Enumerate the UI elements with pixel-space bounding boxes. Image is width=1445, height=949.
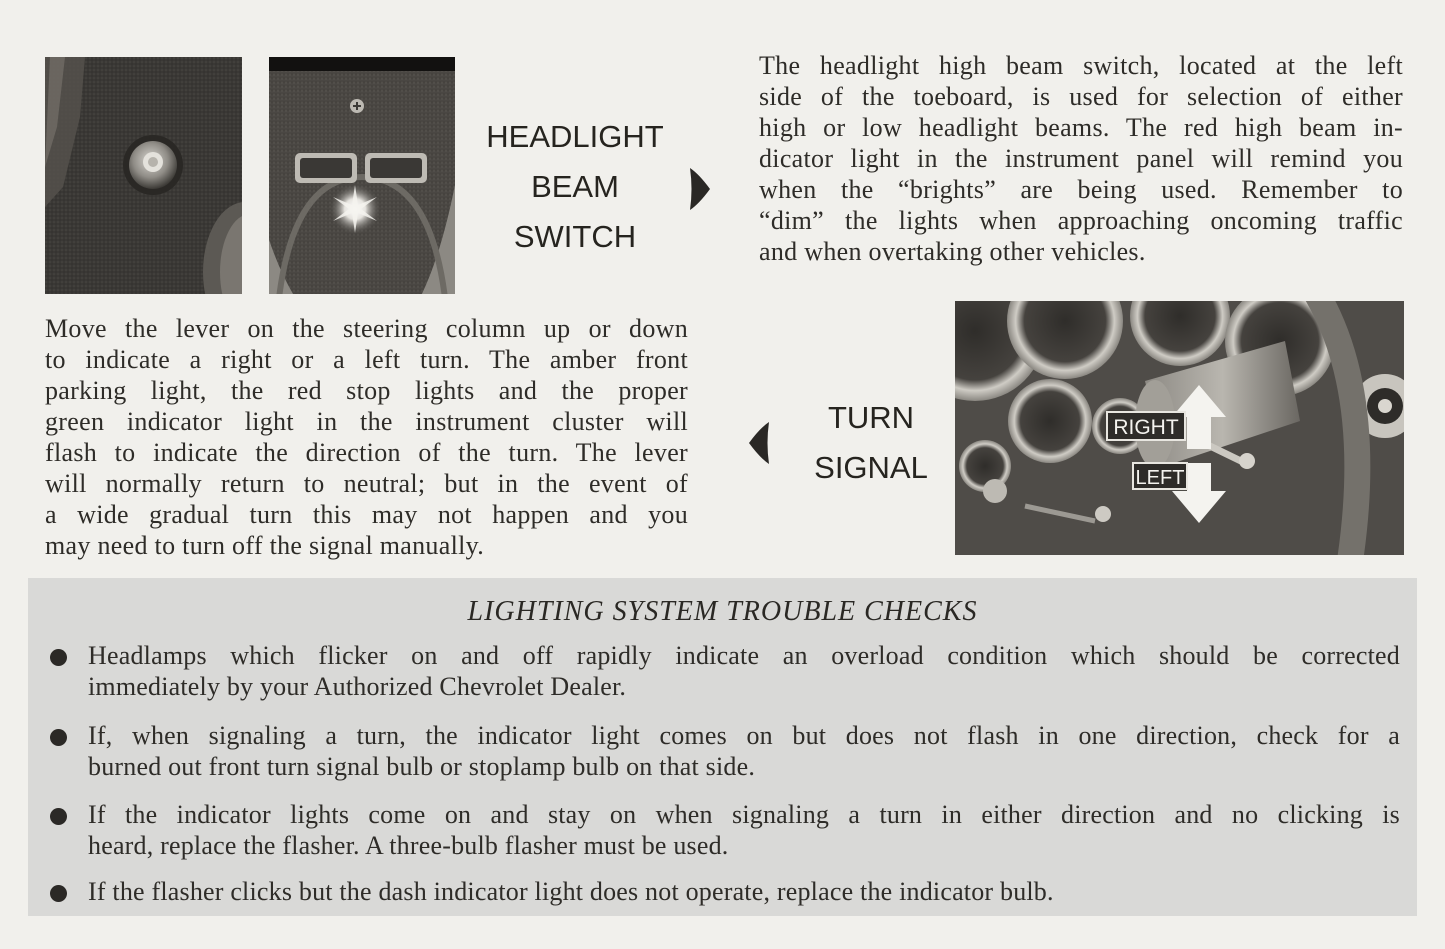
- paragraph-line: a wide gradual turn this may not happen and you: [45, 500, 688, 529]
- trouble-check-text: [88, 640, 1400, 702]
- heading-line: TURN: [827, 400, 915, 435]
- check-line: If the flasher clicks but the dash indicator light does not operate, replace the indicator bulb.: [88, 877, 1054, 906]
- heading-line: BEAM: [531, 169, 619, 204]
- paragraph-line: dicator light in the instrument panel will remind you: [759, 144, 1403, 173]
- headlight-beam-switch-heading: [470, 112, 680, 262]
- headlight-switch-photo: [45, 57, 242, 294]
- paragraph-line: Move the lever on the steering column up or down: [45, 314, 688, 343]
- paragraph-line: to indicate a right or a left turn. The amber front: [45, 345, 688, 374]
- trouble-check-text: [88, 876, 1400, 907]
- check-line: If the indicator lights come on and stay on when signaling a turn in either direction and no clicking is: [88, 800, 1400, 829]
- bullet-icon: [50, 649, 67, 666]
- turn-signal-lever-photo: [955, 301, 1404, 555]
- trouble-check-text: [88, 720, 1400, 782]
- check-line: If, when signaling a turn, the indicator light comes on but does not flash in one direction, check for a: [88, 721, 1400, 750]
- headlight-switch-illustration: [45, 57, 242, 294]
- headlight-beam-paragraph: [759, 50, 1403, 267]
- arrow-left-icon: [748, 420, 770, 466]
- paragraph-line: green indicator light in the instrument cluster will: [45, 407, 688, 436]
- check-line: burned out front turn signal bulb or stoplamp bulb on that side.: [88, 752, 756, 781]
- bullet-icon: [50, 729, 67, 746]
- heading-line: SWITCH: [513, 219, 637, 254]
- trouble-checks-title: LIGHTING SYSTEM TROUBLE CHECKS: [467, 596, 978, 627]
- right-label: RIGHT: [1113, 416, 1179, 439]
- trouble-checks-box: [28, 578, 1417, 916]
- high-beam-indicator-photo: [269, 57, 455, 294]
- paragraph-line: side of the toeboard, is used for selection of either: [759, 82, 1403, 111]
- left-label: LEFT: [1135, 467, 1185, 489]
- paragraph-line: The headlight high beam switch, located at the left: [759, 51, 1403, 80]
- paragraph-line: “dim” the lights when approaching oncoming traffic: [759, 206, 1403, 235]
- check-line: heard, replace the flasher. A three-bulb flasher must be used.: [88, 831, 729, 860]
- turn-signal-lever-illustration: [955, 301, 1404, 555]
- arrow-right-icon: [689, 166, 711, 212]
- bullet-icon: [50, 885, 67, 902]
- heading-line: HEADLIGHT: [486, 119, 664, 154]
- turn-signal-paragraph: [45, 313, 688, 561]
- paragraph-line: parking light, the red stop lights and the proper: [45, 376, 688, 405]
- paragraph-line: when the “brights” are being used. Remember to: [759, 175, 1403, 204]
- paragraph-line: will normally return to neutral; but in the event of: [45, 469, 688, 498]
- check-line: immediately by your Authorized Chevrolet Dealer.: [88, 672, 627, 701]
- paragraph-line: flash to indicate the direction of the turn. The lever: [45, 438, 688, 467]
- trouble-check-text: [88, 799, 1400, 861]
- paragraph-line: high or low headlight beams. The red high beam in-: [759, 113, 1403, 142]
- high-beam-indicator-illustration: [269, 57, 455, 294]
- bullet-icon: [50, 808, 67, 825]
- paragraph-line: may need to turn off the signal manually.: [45, 531, 485, 560]
- heading-line: SIGNAL: [814, 450, 928, 485]
- turn-signal-heading: [796, 393, 946, 493]
- paragraph-line: and when overtaking other vehicles.: [759, 237, 1146, 266]
- check-line: Headlamps which flicker on and off rapidly indicate an overload condition which should be corrected: [88, 641, 1400, 670]
